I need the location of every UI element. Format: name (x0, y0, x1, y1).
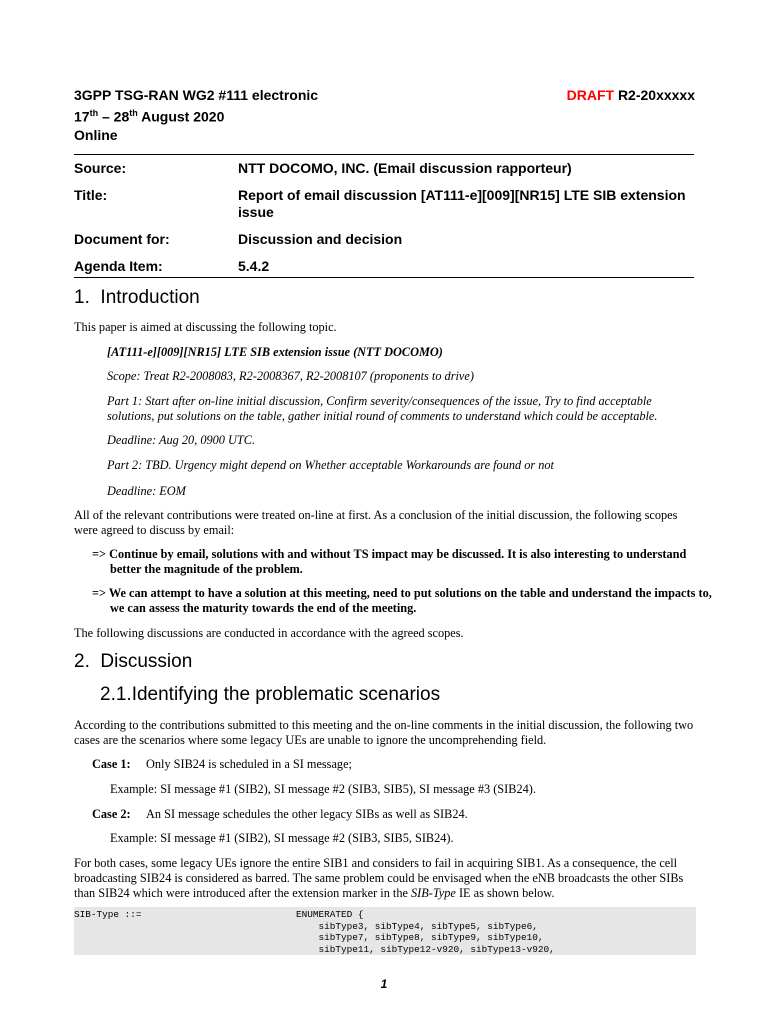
meeting-name: 3GPP TSG-RAN WG2 #111 electronic (74, 87, 319, 103)
case-text: An SI message schedules the other legacy SIBs as well as SIB24. (146, 807, 468, 821)
email-deadline1: Deadline: Aug 20, 0900 UTC. (107, 433, 256, 447)
section-title: Identifying the problematic scenarios (131, 684, 441, 705)
date-end-suffix: th (129, 108, 138, 118)
email-scope: Scope: Treat R2-2008083, R2-2008367, R2-2008107 (proponents to drive) (107, 369, 474, 383)
meta-row-agenda-item (74, 258, 694, 275)
meta-value: Discussion and decision (238, 231, 403, 247)
paragraph-text: For both cases, some legacy UEs ignore the entire SIB1 and considers to fail in acquiring SIB1. As a consequence, the cell broadcasting SIB24 is considered as barred. The same problem could be envisaged when the eNB broadcasts the other SIBs than SIB24 which were introduced after the extension marker in the (74, 856, 684, 900)
section-title: Introduction (100, 287, 200, 308)
meta-row-document-for (74, 231, 694, 248)
meeting-venue: Online (74, 126, 118, 143)
date-start-suffix: th (89, 108, 99, 118)
meta-label: Source: (74, 160, 127, 176)
subsection-heading (100, 684, 440, 706)
paragraph-text: IE as shown below. (455, 886, 555, 900)
case-1-example: Example: SI message #1 (SIB2), SI message #2 (SIB3, SIB5), SI message #3 (SIB24). (110, 782, 536, 796)
section-heading-introduction (74, 287, 200, 309)
case-label: Case 1: (92, 757, 131, 771)
section-number: 2. (74, 651, 90, 672)
ie-name: SIB-Type (411, 886, 456, 900)
meta-value: NTT DOCOMO, INC. (Email discussion rapporteur) (238, 160, 572, 176)
case-label: Case 2: (92, 807, 131, 821)
meeting-dates (74, 104, 318, 126)
tdoc-id: R2-20xxxxx (617, 87, 695, 103)
agreement-item: => Continue by email, solutions with and without TS impact may be discussed. It is also interesting to understand better the magnitude of the problem. (92, 547, 687, 576)
section-number: 2.1. (100, 684, 132, 705)
code-line: sibType11, sibType12-v920, sibType13-v920, (296, 943, 555, 955)
email-deadline2: Deadline: EOM (107, 484, 186, 498)
page-number: 1 (380, 977, 388, 991)
meta-value: 5.4.2 (238, 258, 270, 274)
email-part1: Part 1: Start after on-line initial discussion, Confirm severity/consequences of the issue, Try to find acceptable solutions, put solutions on the table, gather initial round of comments to understand which could be acceptable. (107, 394, 658, 423)
meta-label: Document for: (74, 231, 170, 247)
meta-value: Report of email discussion [AT111-e][009][NR15] LTE SIB extension issue (238, 187, 686, 220)
case-2-example: Example: SI message #1 (SIB2), SI message #2 (SIB3, SIB5, SIB24). (110, 831, 454, 845)
email-part2: Part 2: TBD. Urgency might depend on Whether acceptable Workarounds are found or not (107, 458, 554, 472)
paragraph: The following discussions are conducted in accordance with the agreed scopes. (74, 626, 464, 640)
meta-label: Agenda Item: (74, 258, 163, 274)
code-type-name: SIB-Type ::= (74, 909, 142, 920)
meta-row-title (74, 187, 694, 221)
asn1-code-block (74, 907, 696, 955)
case-text: Only SIB24 is scheduled in a SI message; (146, 757, 352, 771)
date-start: 17 (74, 108, 90, 125)
case-1 (92, 757, 352, 772)
draft-label: DRAFT (566, 87, 615, 103)
date-month-year: August 2020 (137, 108, 225, 125)
date-end: 28 (113, 108, 130, 125)
paragraph: This paper is aimed at discussing the following topic. (74, 320, 337, 334)
section-heading-discussion (74, 651, 192, 673)
agreement-item: => We can attempt to have a solution at this meeting, need to put solutions on the table and understand the impacts to, we can assess the maturity towards the end of the meeting. (92, 586, 712, 615)
code-line: sibType3, sibType4, sibType5, sibType6, (296, 920, 538, 932)
tdoc-number (567, 86, 695, 104)
section-number: 1. (74, 287, 90, 308)
paragraph: According to the contributions submitted to this meeting and the on-line comments in the initial discussion, the following two cases are the scenarios where some legacy UEs are unable to ignore the uncomprehending field. (74, 718, 694, 747)
section-title: Discussion (100, 651, 193, 672)
paragraph: All of the relevant contributions were treated on-line at first. As a conclusion of the initial discussion, the following scopes were agreed to discuss by email: (74, 508, 678, 537)
date-separator: – (98, 108, 114, 125)
code-line: ENUMERATED { (296, 909, 364, 920)
meta-row-source (74, 160, 694, 177)
paragraph (74, 856, 696, 901)
case-2 (92, 807, 468, 822)
email-topic-title: [AT111-e][009][NR15] LTE SIB extension issue (NTT DOCOMO) (107, 345, 443, 359)
document-meta-table (74, 154, 694, 278)
meta-label: Title: (74, 187, 108, 203)
meeting-header (74, 86, 318, 144)
code-line: sibType7, sibType8, sibType9, sibType10, (296, 932, 544, 943)
